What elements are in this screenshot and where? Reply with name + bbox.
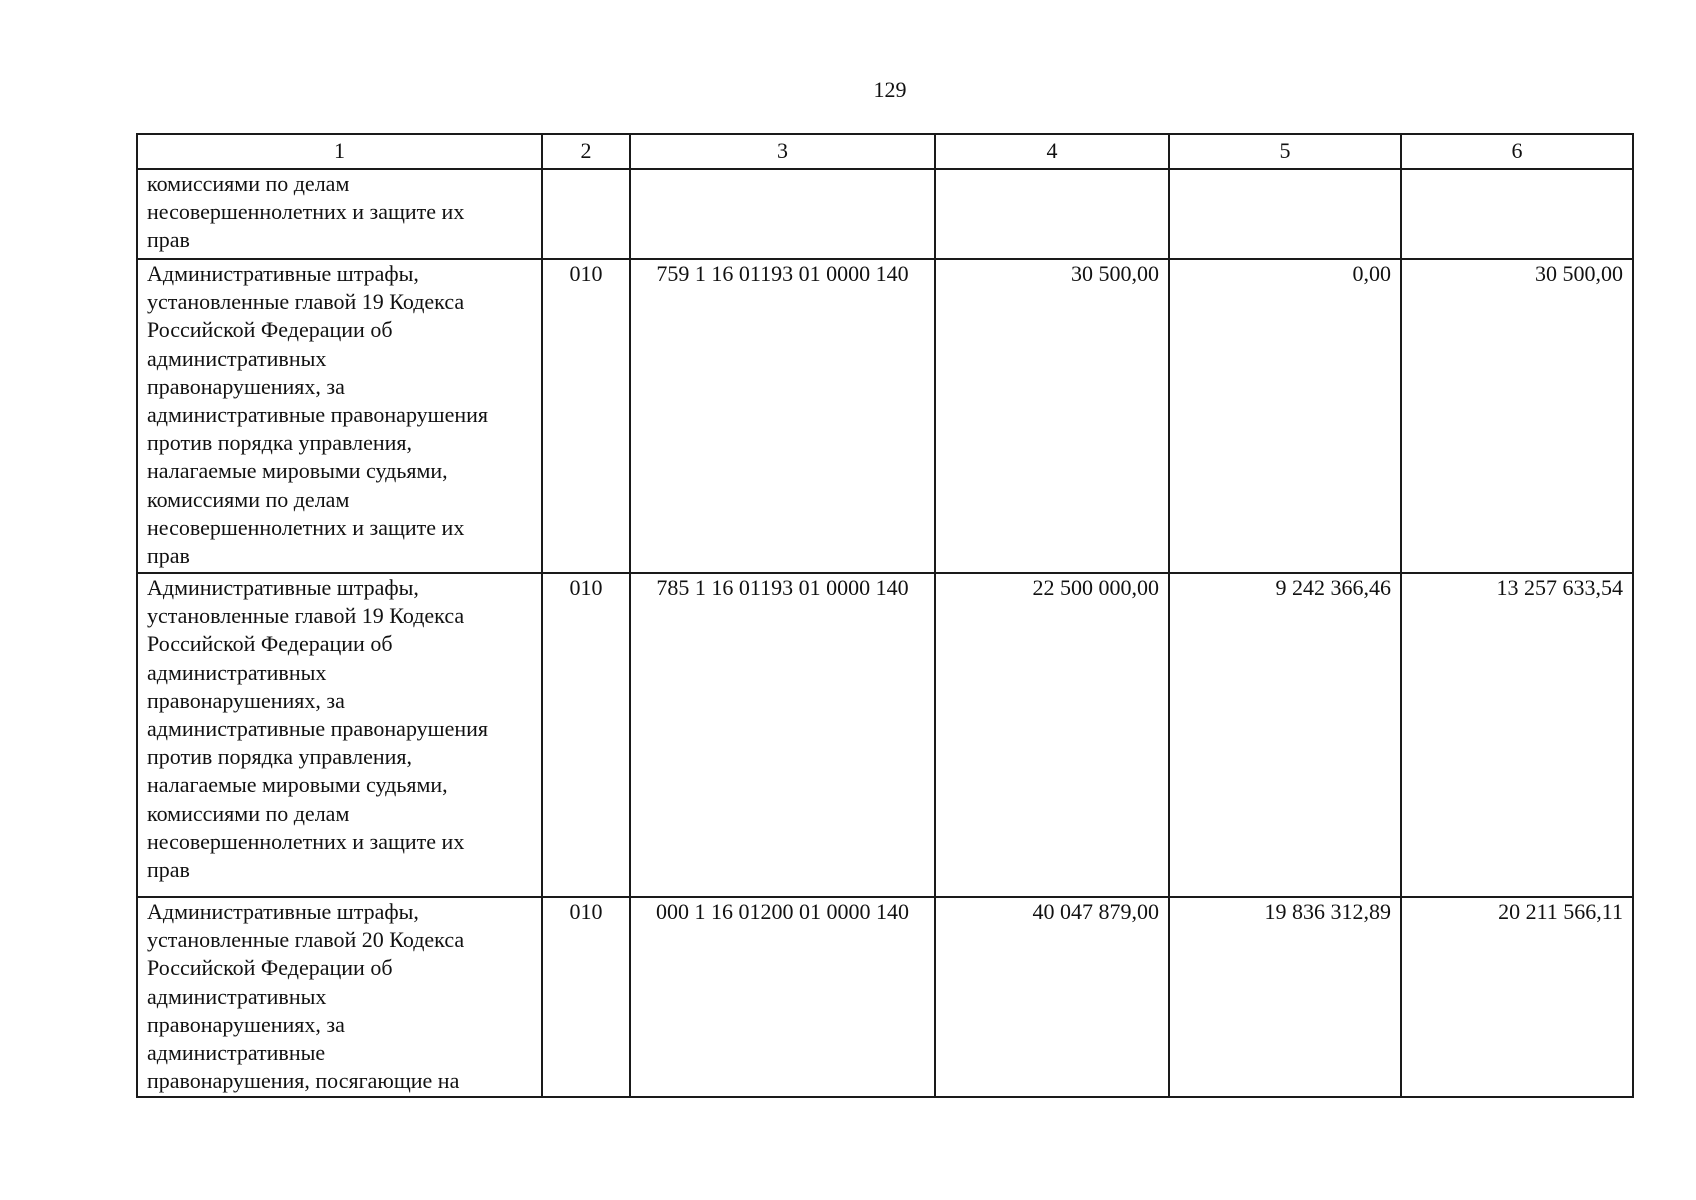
table-row <box>137 897 1633 1097</box>
header-col-2: 2 <box>542 134 630 169</box>
row-approved: 22 500 000,00 <box>935 573 1169 897</box>
row-line-code <box>542 169 630 259</box>
table-row <box>137 573 1633 897</box>
row-unexecuted: 20 211 566,11 <box>1401 897 1633 1097</box>
row-executed: 9 242 366,46 <box>1169 573 1401 897</box>
row-budget-code <box>630 169 935 259</box>
row-budget-code: 759 1 16 01193 01 0000 140 <box>630 259 935 573</box>
row-line-code: 010 <box>542 897 630 1097</box>
row-executed: 19 836 312,89 <box>1169 897 1401 1097</box>
row-approved <box>935 169 1169 259</box>
table-row <box>137 169 1633 259</box>
header-col-1: 1 <box>137 134 542 169</box>
budget-table <box>136 133 1634 1098</box>
row-line-code: 010 <box>542 259 630 573</box>
row-name: Административные штрафы, установленные главой 20 Кодекса Российской Федерации об административных правонарушениях, за административные правонарушения, посягающие на <box>137 897 542 1097</box>
row-unexecuted: 30 500,00 <box>1401 259 1633 573</box>
row-budget-code: 785 1 16 01193 01 0000 140 <box>630 573 935 897</box>
row-approved: 30 500,00 <box>935 259 1169 573</box>
row-name: Административные штрафы, установленные главой 19 Кодекса Российской Федерации об административных правонарушениях, за административные правонарушения против порядка управления, налагаемые мировыми судьями, комиссиями по делам несовершеннолетних и защите их прав <box>137 259 542 573</box>
table-header <box>137 134 1633 169</box>
row-name: Административные штрафы, установленные главой 19 Кодекса Российской Федерации об административных правонарушениях, за административные правонарушения против порядка управления, налагаемые мировыми судьями, комиссиями по делам несовершеннолетних и защите их прав <box>137 573 542 897</box>
header-row <box>137 134 1633 169</box>
header-col-5: 5 <box>1169 134 1401 169</box>
row-executed: 0,00 <box>1169 259 1401 573</box>
header-col-6: 6 <box>1401 134 1633 169</box>
row-budget-code: 000 1 16 01200 01 0000 140 <box>630 897 935 1097</box>
table-body <box>137 169 1633 1097</box>
header-col-4: 4 <box>935 134 1169 169</box>
header-col-3: 3 <box>630 134 935 169</box>
table-row <box>137 259 1633 573</box>
row-unexecuted: 13 257 633,54 <box>1401 573 1633 897</box>
row-name: комиссиями по делам несовершеннолетних и защите их прав <box>137 169 542 259</box>
row-line-code: 010 <box>542 573 630 897</box>
row-approved: 40 047 879,00 <box>935 897 1169 1097</box>
row-executed <box>1169 169 1401 259</box>
page-number: 129 <box>873 77 907 102</box>
row-unexecuted <box>1401 169 1633 259</box>
